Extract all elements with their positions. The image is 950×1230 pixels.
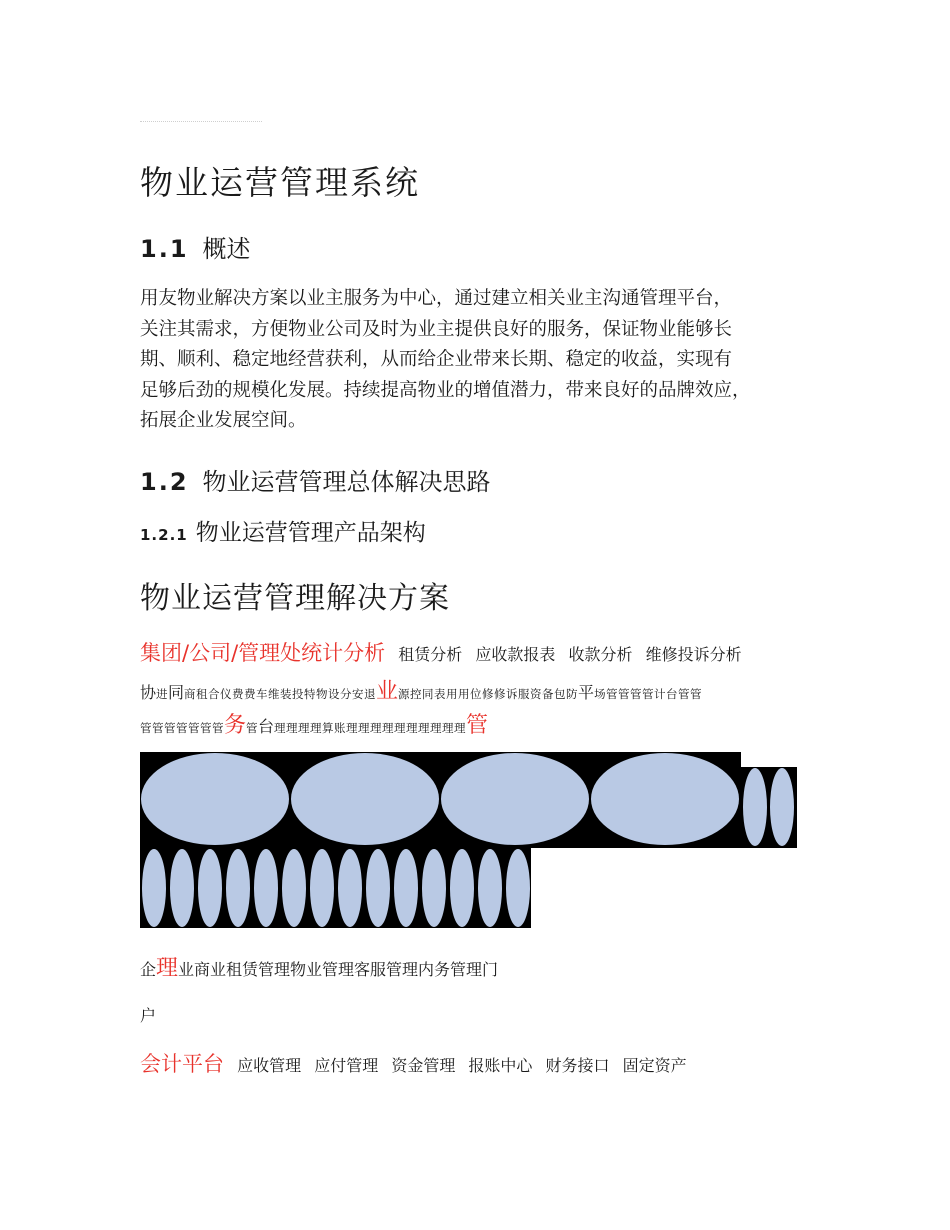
paragraph-line: 拓展企业发展空间。 xyxy=(140,410,307,431)
section-number: 1.2 xyxy=(140,468,189,496)
module-ellipse xyxy=(141,753,289,845)
section-number: 1.1 xyxy=(140,235,189,263)
analysis-item: 收款分析 xyxy=(568,645,633,664)
accounting-item: 应收管理 xyxy=(237,1056,302,1075)
module-ellipse xyxy=(506,849,530,927)
diagram-small-text: 场管管管管计台管管 xyxy=(594,687,703,701)
module-ellipse xyxy=(450,849,474,927)
diagram-char: 进 xyxy=(156,687,169,701)
module-ellipse xyxy=(478,849,502,927)
paragraph-line: 用友物业解决方案以业主服务为中心，通过建立相关业主沟通管理平台， xyxy=(140,288,733,309)
diagram-highlight-char: 管 xyxy=(466,713,489,738)
diagram-small-text: 理理理理算账理理理理理理理理理理 xyxy=(274,721,467,735)
analysis-item: 租赁分析 xyxy=(398,645,463,664)
accounting-item: 资金管理 xyxy=(391,1056,456,1075)
diagram-small-text: 商租合仪费费车维装投特物设分安退 xyxy=(184,687,377,701)
module-ellipse xyxy=(770,768,794,846)
diagram-highlight-char: 务 xyxy=(224,713,247,738)
module-ellipse xyxy=(282,849,306,927)
module-ellipse xyxy=(170,849,194,927)
diagram-small-text: 管 xyxy=(246,721,259,735)
diagram-line-accounting xyxy=(140,1048,687,1078)
diagram-line-portal: 户 xyxy=(140,1006,157,1025)
analysis-item: 应收款报表 xyxy=(475,645,556,664)
module-ellipse xyxy=(291,753,439,845)
accounting-item: 财务接口 xyxy=(545,1056,610,1075)
module-ellipse xyxy=(226,849,250,927)
diagram-char: 台 xyxy=(258,717,275,736)
diagram-char: 协 xyxy=(140,683,157,702)
module-ellipse xyxy=(422,849,446,927)
document-title: 物业运营管理系统 xyxy=(140,163,420,202)
module-ellipse xyxy=(254,849,278,927)
diagram-small-text: 源控同表用用位修修诉服资备包防 xyxy=(398,687,579,701)
module-ellipse xyxy=(441,753,589,845)
paragraph-line: 关注其需求，方便物业公司及时为业主提供良好的服务，保证物业能够长 xyxy=(140,318,733,340)
analysis-highlight: 集团/公司/管理处统计分析 xyxy=(140,641,386,665)
module-ellipse xyxy=(743,768,767,846)
paragraph-line: 期、顺利、稳定地经营获利，从而给企业带来长期、稳定的收益，实现有 xyxy=(140,349,733,370)
analysis-item: 维修投诉分析 xyxy=(645,645,742,664)
subsection-title: 物业运营管理产品架构 xyxy=(195,520,426,546)
diagram-char: 同 xyxy=(168,683,185,702)
subsection-number: 1.2.1 xyxy=(140,526,188,544)
diagram-char: 平 xyxy=(578,683,595,702)
diagram-text: 业商业租赁管理物业管理客服管理内务管理门 xyxy=(178,960,499,979)
module-ellipse xyxy=(310,849,334,927)
module-ellipse xyxy=(366,849,390,927)
accounting-item: 应付管理 xyxy=(314,1056,379,1075)
accounting-item: 报账中心 xyxy=(468,1056,533,1075)
diagram-highlight-char: 理 xyxy=(156,956,179,981)
accounting-highlight: 会计平台 xyxy=(140,1052,224,1076)
section-title: 物业运营管理总体解决思路 xyxy=(202,468,491,496)
module-ellipse xyxy=(198,849,222,927)
module-ellipse xyxy=(338,849,362,927)
diagram-small-text: 管管管管管管管 xyxy=(140,721,224,735)
paragraph-line: 足够后劲的规模化发展。持续提高物业的增值潜力，带来良好的品牌效应， xyxy=(140,379,751,401)
diagram-line-business xyxy=(140,951,498,982)
module-ellipse xyxy=(394,849,418,927)
module-ellipse xyxy=(142,849,166,927)
solution-heading: 物业运营管理解决方案 xyxy=(140,581,450,616)
diagram-highlight-char: 业 xyxy=(376,679,399,704)
diagram-char: 企 xyxy=(140,960,157,979)
module-ellipse xyxy=(591,753,739,845)
section-title: 概述 xyxy=(202,235,251,263)
accounting-item: 固定资产 xyxy=(622,1056,687,1075)
